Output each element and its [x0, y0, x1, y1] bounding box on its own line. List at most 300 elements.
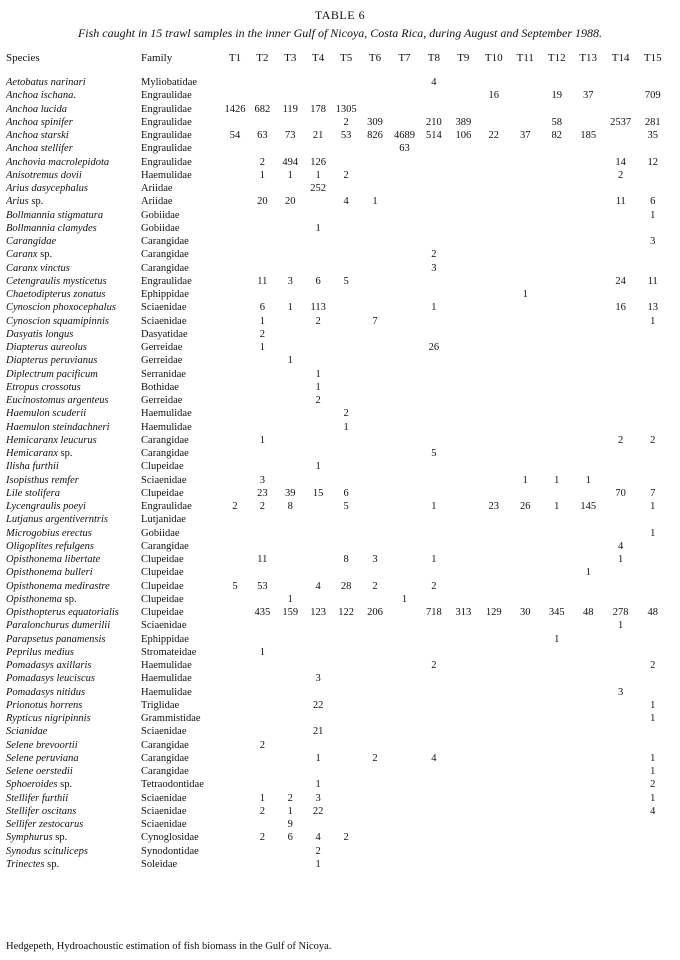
count-cell [360, 646, 389, 659]
count-cell [419, 566, 448, 579]
count-cell [541, 301, 572, 314]
species-name: Pomadasys axillaris [6, 660, 92, 671]
sample-column-header: T1 [228, 52, 242, 64]
count-cell [276, 580, 304, 593]
count-cell: 20 [257, 196, 268, 208]
count-cell: 3 [315, 673, 321, 685]
species-cell [6, 434, 141, 447]
count-cell [604, 500, 638, 513]
count-cell: 309 [367, 116, 383, 128]
family-cell: Carangidae [141, 766, 189, 777]
count-cell: 1 [287, 169, 293, 181]
count-cell [360, 182, 389, 195]
count-cell [478, 593, 509, 606]
species-cell [6, 116, 141, 129]
count-cell [276, 116, 304, 129]
species-cell [6, 156, 141, 169]
family-cell: Haemulidae [141, 686, 192, 698]
table-row [6, 301, 668, 314]
count-cell [276, 739, 304, 752]
count-cell [510, 447, 541, 460]
count-cell [332, 76, 360, 89]
count-cell [510, 235, 541, 248]
species-suffix: . [73, 90, 76, 102]
count-cell [478, 725, 509, 738]
count-cell [360, 354, 389, 367]
count-cell [572, 248, 603, 261]
family-cell: Clupeidae [141, 593, 184, 605]
species-name: Anchoa ischana [6, 90, 74, 102]
count-cell [390, 394, 419, 407]
count-cell: 1 [650, 699, 656, 711]
count-cell [604, 580, 638, 593]
count-cell [249, 381, 276, 394]
count-cell [604, 831, 638, 844]
count-cell [541, 288, 572, 301]
count-cell: 2 [343, 116, 349, 128]
count-cell [419, 527, 448, 540]
count-cell: 3 [259, 474, 265, 486]
count-cell: 122 [338, 607, 354, 618]
count-cell: 252 [310, 183, 327, 194]
count-cell [221, 593, 248, 606]
count-cell: 2 [343, 408, 349, 420]
count-cell [449, 354, 478, 367]
count-cell: 2 [315, 845, 321, 857]
count-cell [449, 421, 478, 434]
count-cell [360, 792, 389, 805]
count-cell: 48 [647, 607, 658, 618]
count-cell [478, 778, 509, 791]
count-cell [510, 89, 541, 102]
count-cell [419, 831, 448, 844]
count-cell: 1 [650, 527, 656, 539]
count-cell [419, 845, 448, 858]
count-cell [221, 222, 248, 235]
count-cell: 48 [582, 607, 594, 618]
count-cell [249, 248, 276, 261]
count-cell: 4 [315, 580, 321, 592]
count-cell: 3 [431, 262, 437, 274]
table-row [6, 341, 668, 354]
count-cell: 3 [287, 275, 293, 287]
species-cell [6, 619, 141, 632]
count-cell [360, 341, 389, 354]
count-cell [390, 792, 419, 805]
count-cell [604, 368, 638, 381]
count-cell [249, 712, 276, 725]
count-cell [221, 805, 248, 818]
sample-column-header: T12 [547, 52, 566, 64]
count-cell: 2 [431, 580, 437, 592]
count-cell [276, 182, 304, 195]
family-cell: Carangidae [141, 249, 189, 261]
count-cell [221, 381, 248, 394]
table-row [6, 222, 668, 235]
table-row [6, 248, 668, 261]
count-cell [572, 447, 603, 460]
species-name: Etropus crossotus [6, 381, 81, 393]
count-cell [221, 858, 248, 871]
family-cell: Gobiidae [141, 209, 180, 221]
count-cell [221, 686, 248, 699]
count-cell [304, 818, 331, 831]
count-cell: 1 [315, 779, 321, 791]
count-cell [478, 818, 509, 831]
table-row [6, 368, 668, 381]
count-cell [572, 553, 603, 566]
table-row [6, 752, 668, 765]
count-cell [390, 116, 419, 129]
count-cell [249, 752, 276, 765]
count-cell [572, 275, 603, 288]
sample-column-header: T5 [339, 52, 353, 64]
count-cell [478, 633, 509, 646]
count-cell [360, 235, 389, 248]
count-cell [390, 103, 419, 116]
count-cell [276, 447, 304, 460]
count-cell [541, 593, 572, 606]
count-cell [478, 288, 509, 301]
count-cell [221, 831, 248, 844]
table-row [6, 447, 668, 460]
count-cell [572, 421, 603, 434]
count-cell [572, 646, 603, 659]
count-cell [541, 487, 572, 500]
count-cell [360, 262, 389, 275]
table-row [6, 845, 668, 858]
count-cell [449, 434, 478, 447]
count-cell [304, 474, 331, 487]
count-cell [304, 712, 331, 725]
count-cell [360, 858, 389, 871]
count-cell [390, 182, 419, 195]
count-cell [419, 672, 448, 685]
count-cell: 2 [618, 169, 624, 181]
count-cell [541, 513, 572, 526]
table-row [6, 659, 668, 672]
count-cell [419, 407, 448, 420]
count-cell [419, 686, 448, 699]
count-cell [249, 659, 276, 672]
count-cell [572, 752, 603, 765]
count-cell [360, 686, 389, 699]
count-cell [249, 527, 276, 540]
count-cell [478, 262, 509, 275]
species-cell [6, 169, 141, 182]
species-name: Chaetodipterus zonatus [6, 289, 106, 300]
count-cell [360, 513, 389, 526]
count-cell: 389 [455, 116, 472, 128]
count-cell [510, 169, 541, 182]
count-cell [510, 381, 541, 394]
table-row [6, 169, 668, 182]
count-cell [510, 341, 541, 354]
species-name: Anchoa stellifer [6, 143, 73, 155]
count-cell [390, 341, 419, 354]
count-cell [449, 527, 478, 540]
count-cell: 1 [315, 381, 321, 393]
count-cell [478, 407, 509, 420]
species-cell [6, 275, 141, 288]
species-name: Selene peruviana [6, 752, 79, 764]
count-cell [510, 818, 541, 831]
count-cell [221, 619, 248, 632]
species-cell [6, 540, 141, 553]
count-cell [478, 540, 509, 553]
count-cell: 2 [431, 249, 437, 261]
family-cell: Engraulidae [141, 116, 192, 128]
count-cell [478, 368, 509, 381]
count-cell [221, 235, 248, 248]
count-cell [637, 381, 668, 394]
count-cell [390, 235, 419, 248]
count-cell [332, 142, 360, 155]
table-row [6, 434, 668, 447]
count-cell [390, 527, 419, 540]
species-name: Anchoa spinifer [6, 116, 73, 128]
table-row [6, 672, 668, 685]
count-cell [360, 633, 389, 646]
count-cell [304, 659, 331, 672]
count-cell [478, 195, 509, 208]
count-cell [221, 116, 248, 129]
count-cell [419, 182, 448, 195]
count-cell [449, 394, 478, 407]
count-cell: 1 [618, 554, 624, 565]
count-cell [390, 540, 419, 553]
count-cell [510, 659, 541, 672]
count-cell [478, 421, 509, 434]
table-row [6, 686, 668, 699]
count-cell [304, 209, 331, 222]
species-cell [6, 513, 141, 526]
count-cell [572, 580, 603, 593]
species-name: Haemulon steindachneri [6, 421, 110, 433]
count-cell [249, 540, 276, 553]
count-cell [390, 580, 419, 593]
count-cell [221, 712, 248, 725]
count-cell [360, 487, 389, 500]
count-cell [541, 195, 572, 208]
count-cell [221, 368, 248, 381]
count-cell [449, 699, 478, 712]
count-cell [360, 275, 389, 288]
count-cell [449, 513, 478, 526]
count-cell: 129 [485, 607, 502, 618]
species-cell [6, 725, 141, 738]
count-cell [449, 593, 478, 606]
count-cell [332, 447, 360, 460]
table-row [6, 580, 668, 593]
family-cell: Sciaenidae [141, 620, 187, 632]
count-cell [419, 474, 448, 487]
species-name: Caranx [6, 249, 38, 261]
count-cell [390, 248, 419, 261]
count-cell [304, 421, 331, 434]
count-cell: 126 [310, 156, 327, 168]
table-row [6, 394, 668, 407]
count-cell [541, 845, 572, 858]
count-cell [572, 407, 603, 420]
count-cell [478, 619, 509, 632]
count-cell [478, 275, 509, 288]
count-cell [637, 858, 668, 871]
species-cell [6, 394, 141, 407]
count-cell [390, 739, 419, 752]
count-cell [360, 460, 389, 473]
count-cell [572, 222, 603, 235]
count-cell: 1 [259, 169, 265, 181]
count-cell [304, 341, 331, 354]
count-cell: 1 [522, 289, 528, 300]
count-cell [332, 434, 360, 447]
species-name: Paralonchurus dumerilii [6, 620, 111, 632]
count-cell: 53 [257, 580, 268, 592]
species-name: Anchovia macrolepidota [6, 156, 110, 168]
count-cell [449, 169, 478, 182]
species-cell [6, 248, 141, 261]
count-cell [360, 222, 389, 235]
count-cell [510, 593, 541, 606]
sample-column-header: T6 [368, 52, 382, 64]
count-cell [572, 805, 603, 818]
count-cell [276, 778, 304, 791]
count-cell [249, 858, 276, 871]
count-cell [541, 540, 572, 553]
count-cell [419, 275, 448, 288]
count-cell: 14 [615, 156, 626, 168]
count-cell [510, 805, 541, 818]
count-cell [221, 540, 248, 553]
count-cell [276, 858, 304, 871]
count-cell [510, 394, 541, 407]
species-name: Lile stolifera [6, 487, 60, 499]
count-cell [478, 394, 509, 407]
count-cell: 2 [618, 434, 624, 446]
count-cell [572, 301, 603, 314]
species-cell [6, 354, 141, 367]
count-cell [541, 368, 572, 381]
count-cell [510, 434, 541, 447]
count-cell: 11 [615, 196, 626, 208]
count-cell: 2 [343, 832, 349, 844]
count-cell: 159 [282, 607, 299, 618]
species-name: Rypticus nigripinnis [6, 713, 91, 724]
count-cell [419, 805, 448, 818]
family-cell: Gobiidae [141, 222, 180, 234]
table-row [6, 142, 668, 155]
species-cell [6, 659, 141, 672]
count-cell [276, 89, 304, 102]
count-cell: 281 [644, 116, 661, 128]
count-cell [478, 752, 509, 765]
count-cell [478, 156, 509, 169]
count-cell [604, 209, 638, 222]
count-cell [332, 752, 360, 765]
count-cell [478, 447, 509, 460]
count-cell [572, 156, 603, 169]
species-cell [6, 195, 141, 208]
count-cell: 6 [343, 487, 349, 499]
count-cell [541, 341, 572, 354]
count-cell [449, 712, 478, 725]
count-cell [637, 831, 668, 844]
table-row [6, 460, 668, 473]
count-cell [637, 262, 668, 275]
table-row [6, 275, 668, 288]
count-cell [221, 672, 248, 685]
count-cell [304, 195, 331, 208]
count-cell [478, 222, 509, 235]
count-cell: 494 [282, 156, 299, 168]
family-cell: Carangidae [141, 262, 189, 274]
count-cell [541, 262, 572, 275]
species-name: Caranx vinctus [6, 262, 70, 274]
species-cell [6, 328, 141, 341]
species-name: Isopisthus remfer [6, 474, 79, 486]
count-cell [360, 248, 389, 261]
family-cell: Clupeidae [141, 461, 184, 473]
species-cell [6, 89, 141, 102]
species-name: Aetobatus narinari [6, 77, 86, 88]
count-cell [604, 752, 638, 765]
count-cell [572, 739, 603, 752]
count-cell [449, 553, 478, 566]
species-cell [6, 500, 141, 513]
count-cell [572, 394, 603, 407]
count-cell [478, 235, 509, 248]
count-cell: 39 [285, 487, 296, 499]
family-cell: Clupeidae [141, 487, 184, 499]
count-cell [390, 195, 419, 208]
count-cell [510, 103, 541, 116]
count-cell: 178 [310, 103, 327, 115]
count-cell [510, 262, 541, 275]
family-cell: Dasyatidae [141, 328, 188, 340]
count-cell [221, 156, 248, 169]
count-cell [332, 513, 360, 526]
count-cell [304, 646, 331, 659]
family-cell: Gerreidae [141, 342, 183, 353]
count-cell [332, 619, 360, 632]
count-cell [478, 553, 509, 566]
species-name: Cynoscion squamipinnis [6, 315, 109, 327]
count-cell [221, 301, 248, 314]
count-cell [390, 646, 419, 659]
count-cell [249, 421, 276, 434]
count-cell: 2537 [610, 116, 632, 128]
count-cell [604, 778, 638, 791]
count-cell [604, 89, 638, 102]
count-cell [604, 421, 638, 434]
family-cell: Carangidae [141, 752, 189, 764]
count-cell: 13 [647, 302, 658, 314]
count-cell [360, 593, 389, 606]
species-name: Hemicaranx leucurus [6, 434, 97, 446]
count-cell [510, 831, 541, 844]
table-row [6, 712, 668, 725]
count-cell [332, 725, 360, 738]
count-cell [419, 646, 448, 659]
count-cell: 23 [488, 501, 500, 512]
count-cell [419, 739, 448, 752]
page-footer: Hedgepeth, Hydroachoustic estimation of fish biomass in the Gulf of Nicoya. [6, 941, 332, 952]
count-cell [390, 434, 419, 447]
count-cell [221, 606, 248, 619]
species-name: Peprilus medius [6, 646, 74, 658]
count-cell [637, 407, 668, 420]
